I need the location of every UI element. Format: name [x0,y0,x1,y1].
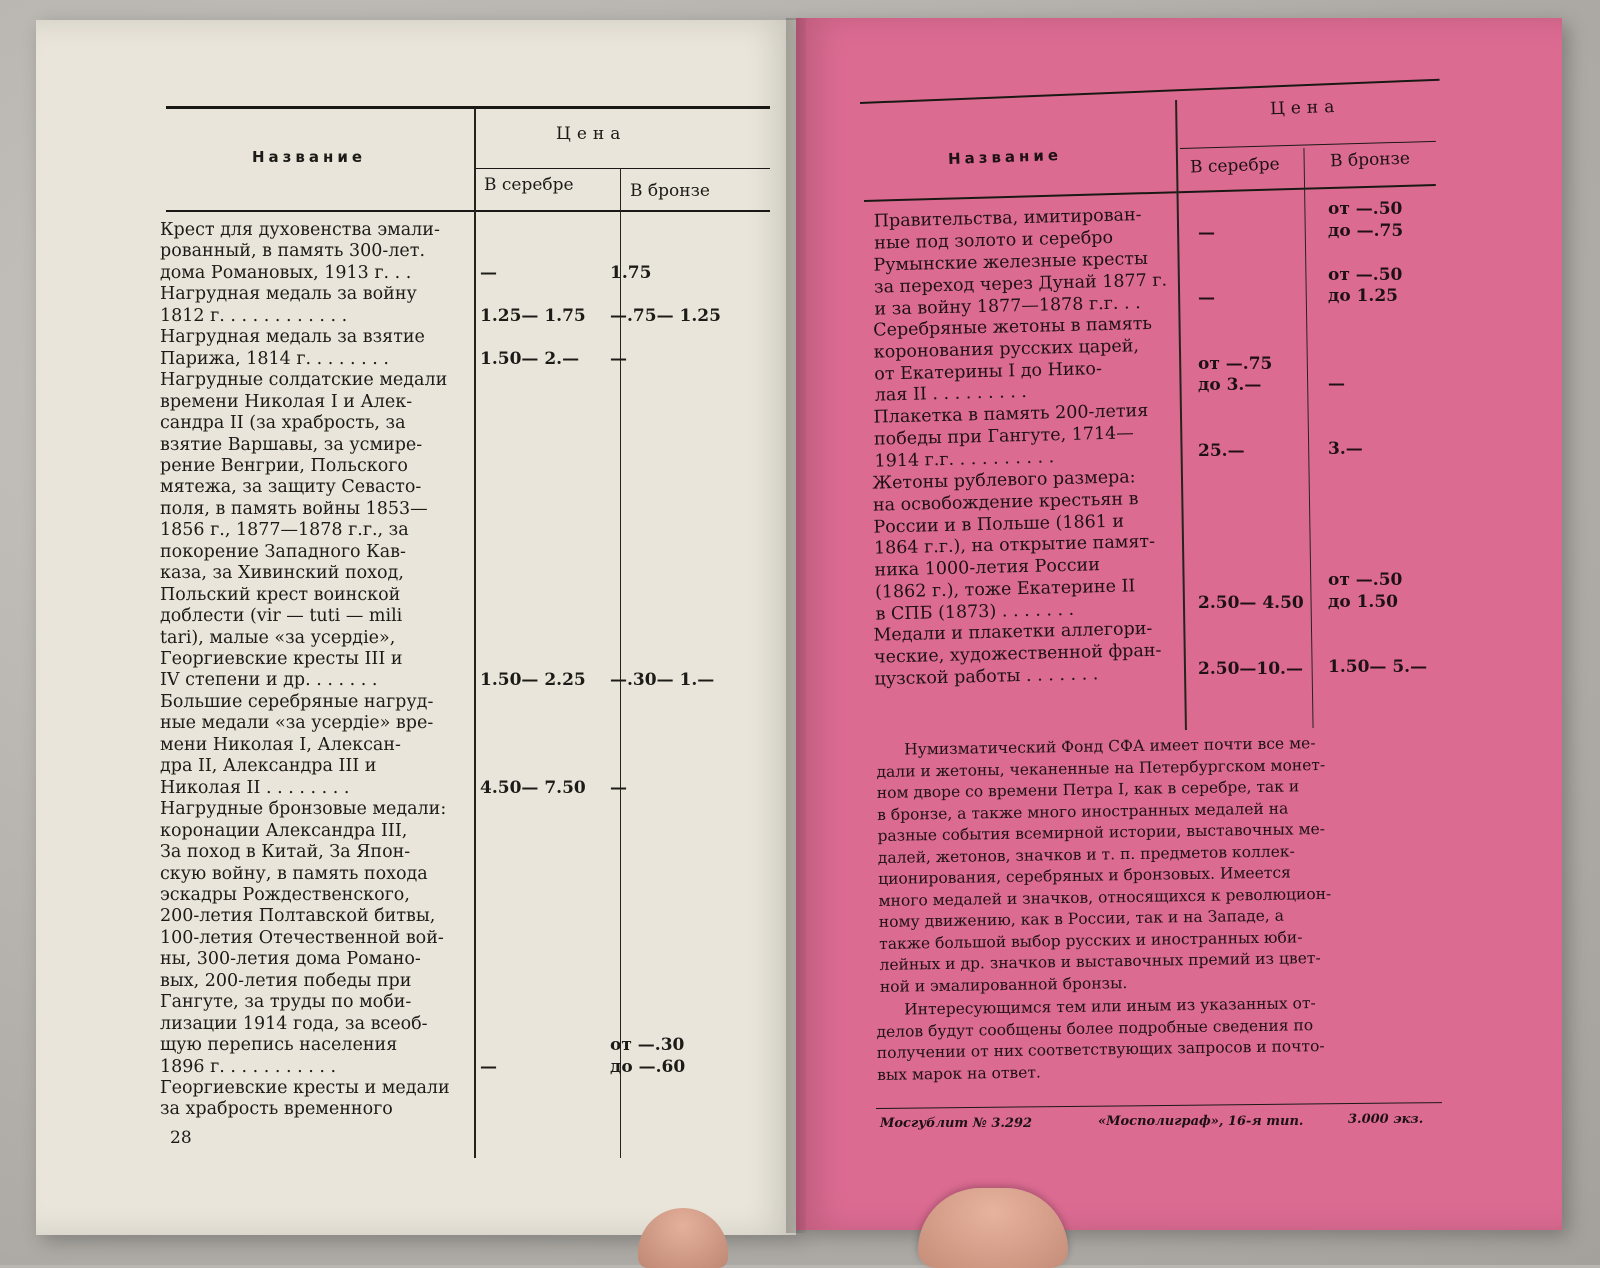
price-bronze: до 1.50 [1328,591,1398,612]
entry-line: России и в Польше (1861 и [873,510,1125,537]
paragraph-line: Интересующимся тем или иным из указанных от- [904,994,1316,1019]
paragraph-line: также большой выбор русских и иностранных юби- [879,927,1303,953]
entry-line: победы при Гангуте, 1714— [873,423,1135,450]
entry-line: за переход через Дунай 1877 г. [873,269,1168,298]
entry-line: 1914 г.г. . . . . . . . . . [874,447,1055,472]
price-bronze: от —.50 [1328,569,1403,590]
price-silver: 2.50—10.— [1198,658,1303,679]
info-paragraph [876,993,1325,1086]
price-bronze: от —.50 [1328,199,1403,220]
paragraph-line: вых марок на ответ. [877,1062,1042,1084]
footer-rule [876,1102,1442,1109]
entry-line: мени Николая I, Алексан- [160,734,401,755]
entry-line: ные под золото и серебро [874,227,1114,254]
entry-line: в СПБ (1873) . . . . . . . [875,599,1075,625]
paragraph-line: получении от них соответствующих запросов и почто- [876,1036,1325,1062]
header-bronze: В бронзе [630,181,710,201]
entry-line: ные медали «за усердіе» вре- [160,713,434,734]
entry-line: рованный, в память 300-лет. [160,241,426,262]
entry-line: лая II . . . . . . . . . [874,382,1028,407]
price-silver: — [480,1056,497,1077]
paragraph-line: много медалей и значков, относящихся к революцион- [878,884,1332,910]
header-name: Название [252,148,367,166]
price-silver: 25.— [1198,440,1245,461]
price-silver: 1.25— 1.75 [480,305,586,326]
header-bronze: В бронзе [1329,148,1411,172]
footer-publisher-license: Мосгублит № 3.292 [880,1116,1033,1131]
paragraph-line: дали и жетоны, чеканенные на Петербургском монет- [876,755,1326,781]
entry-line: цузской работы . . . . . . . [874,663,1099,690]
price-bronze: от —.30 [610,1035,685,1056]
entry-line: Парижа, 1814 г. . . . . . . . [160,348,389,369]
info-paragraph [876,733,1333,998]
entry-line: коронации Александра III, [160,820,408,841]
price-bronze: —.30— 1.— [610,670,715,691]
header-silver: В серебре [1189,154,1280,178]
price-entry [160,692,460,799]
header-price: Цена [556,124,627,144]
header-price: Цена [1269,96,1341,120]
price-entry [160,1078,460,1121]
paragraph-line: далей, жетонов, значков и т. п. предметов коллек- [877,841,1295,867]
entry-line: скую войну, в память похода [160,863,428,884]
price-entry [160,327,460,370]
entry-line: взятие Варшавы, за усмире- [160,434,423,455]
entry-line: Гангуте, за труды по моби- [160,992,412,1013]
entry-line: ческие, художественной фран- [873,640,1162,668]
price-silver: — [480,262,497,283]
entry-line: ны, 300-летия дома Романо- [160,949,421,970]
entry-line: Румынские железные кресты [873,248,1149,276]
entry-line: рение Венгрии, Польского [160,455,408,476]
entry-line: дома Романовых, 1913 г. . . [160,262,412,283]
price-bronze: до 1.25 [1328,286,1398,307]
price-bronze: — [610,348,627,369]
price-entry [873,401,1175,474]
price-subheader-rule [1180,141,1436,149]
entry-line: Медали и плакетки аллегори- [873,619,1153,646]
entry-line: 200-летия Полтавской битвы, [160,906,436,927]
price-bronze: от —.50 [1328,264,1403,285]
entry-line: на освобождение крестьян в [872,488,1139,516]
entry-line: 1812 г. . . . . . . . . . . . [160,305,348,326]
entry-line: Нагрудная медаль за взятие [160,327,425,348]
entry-line: от Екатерины I до Нико- [874,358,1103,385]
price-silver: — [1198,222,1215,243]
paragraph-line: Нумизматический Фонд СФА имеет почти все ме- [904,734,1316,759]
entry-line: ника 1000-летия России [874,554,1101,581]
column-divider-name [474,108,476,1158]
price-entry [160,370,460,692]
price-silver: 1.50— 2.25 [480,670,586,691]
entry-line: щую перепись населения [160,1035,398,1056]
footer-print-run: 3.000 экз. [1348,1112,1424,1127]
price-bronze: 1.50— 5.— [1328,657,1428,677]
entry-line: мятежа, за защиту Севасто- [160,477,422,498]
column-divider-name [1175,100,1187,730]
entry-line: эскадры Рождественского, [160,884,410,905]
paragraph-line: ционирования, серебряных и бронзовых. Имеется [878,863,1291,888]
header-bottom-rule [166,210,770,212]
entry-line: времени Николая I и Алек- [160,391,413,412]
entry-line: вых, 200-летия победы при [160,970,412,991]
price-subheader-rule [476,168,770,169]
top-rule [166,106,770,109]
entry-line: лизации 1914 года, за всеоб- [160,1013,428,1034]
entry-line: Плакетка в память 200-летия [873,401,1149,428]
price-bronze: до —.60 [610,1056,686,1077]
price-silver: 1.50— 2.— [480,348,580,369]
price-bronze: 3.— [1328,439,1363,459]
paragraph-line: ному движению, как в России, так и на Западе, а [878,906,1285,931]
price-bronze: —.75— 1.25 [610,305,721,326]
column-divider-price [1303,148,1313,728]
entry-line: и за войну 1877—1878 г.г. . . [874,292,1141,319]
header-name: Название [947,146,1063,168]
price-entry [873,619,1175,692]
entry-line: коронования русских царей, [873,335,1140,363]
price-entry [874,204,1175,255]
price-entry [160,284,460,327]
entry-line: поля, в память войны 1853— [160,498,428,519]
price-silver: — [1198,288,1215,309]
price-entry [873,248,1175,321]
price-entry [160,220,460,284]
paragraph-line: лейных и др. значков и выставочных премий из цвет- [879,949,1321,974]
entry-line: Жетоны рублевого размера: [872,466,1136,494]
top-rule [860,79,1440,104]
left-page [36,20,796,1235]
price-silver: 2.50— 4.50 [1198,593,1304,614]
entry-line: Нагрудная медаль за войну [160,284,417,305]
price-silver: 4.50— 7.50 [480,777,586,798]
entry-line: 100-летия Отечественной вой- [160,927,444,948]
entry-line: (1862 г.), тоже Екатерине II [874,575,1136,603]
price-entry [160,799,460,1078]
entry-line: 1864 г.г.), на открытие памят- [873,531,1156,559]
price-bronze: — [1328,373,1345,394]
paragraph-line: ной и эмалированной бронзы. [879,973,1128,996]
footer-printer: «Мосполиграф», 16-я тип. [1098,1114,1304,1129]
entry-line: каза, за Хивинский поход, [160,563,404,584]
entry-line: IV степени и др. . . . . . . [160,670,378,691]
price-entry [873,313,1175,407]
price-bronze: — [610,777,627,798]
entry-line: сандра II (за храбрость, за [160,413,406,434]
entry-line: Правительства, имитирован- [873,205,1142,232]
entry-line: доблести (vir — tuti — mili [160,606,403,627]
entry-line: Николая II . . . . . . . . [160,777,350,798]
paragraph-line: ном дворе со времени Петра I, как в серебре, так и [876,777,1300,802]
price-silver: от —.75 [1198,353,1273,374]
price-silver: до 3.— [1198,375,1262,396]
entry-line: Крест для духовенства эмали- [160,220,440,240]
paragraph-line: делов будут сообщены более подробные сведения по [876,1015,1314,1041]
entry-line: 1856 г., 1877—1878 г.г., за [160,520,409,541]
entry-line: 1896 г. . . . . . . . . . . [160,1056,337,1077]
spine-gutter [786,18,806,1233]
price-bronze: 1.75 [610,262,652,283]
price-bronze: до —.75 [1328,221,1404,241]
entry-line: покорение Западного Кав- [160,541,406,562]
right-page [796,18,1562,1230]
entry-line: Большие серебряные нагруд- [160,691,434,712]
entry-line: Польский крест воинской [160,584,401,605]
entry-line: tari), малые «за усердіе», [160,627,396,648]
page-number: 28 [170,1128,192,1148]
entry-line: За поход в Китай, За Япон- [160,842,411,863]
entry-line: Нагрудные солдатские медали [160,370,448,391]
price-entry [872,466,1176,626]
entry-line: за храбрость временного [160,1099,393,1120]
entry-line: Георгиевские кресты III и [160,649,403,670]
entry-line: Георгиевские кресты и медали [160,1078,450,1098]
entry-line: Серебряные жетоны в память [872,313,1153,341]
entry-line: дра II, Александра III и [160,756,377,777]
paragraph-line: в бронзе, а также много иностранных медалей на [877,799,1289,824]
header-silver: В серебре [484,175,574,195]
paragraph-line: разные события всемирной истории, выставочных ме- [877,819,1326,845]
entry-line: Нагрудные бронзовые медали: [160,799,447,820]
